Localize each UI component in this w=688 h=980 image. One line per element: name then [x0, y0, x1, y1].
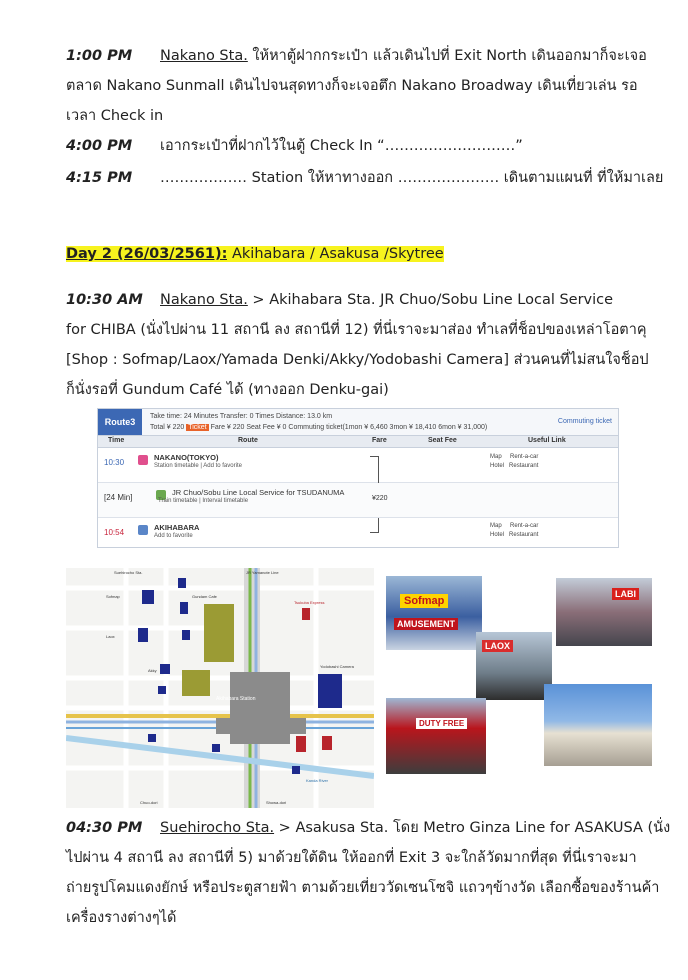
- train-line[interactable]: JR Chuo/Sobu Line Local Service for TSUDANUMA: [172, 488, 345, 497]
- hotel-link[interactable]: Hotel: [490, 532, 505, 538]
- map-yodobashi-label: Yodobashi Camera: [320, 664, 354, 669]
- route-table: [97, 408, 619, 548]
- commuting-ticket-link[interactable]: Commuting ticket: [557, 418, 612, 425]
- itinerary-line-10: [66, 818, 670, 838]
- sofmap-photo: [386, 576, 482, 650]
- time-label: 1:00 PM: [66, 48, 133, 64]
- map-tsukuba-label: Tsukuba Express: [294, 600, 325, 605]
- day-places: Akihabara / Asakusa /Skytree: [227, 246, 444, 262]
- station-links[interactable]: Add to favorite: [154, 533, 193, 539]
- itinerary-line-1: [66, 46, 647, 66]
- col-route: Route: [238, 437, 258, 444]
- itinerary-line-2: ตลาด Nakano Sunmall เดินไปจนสุดทางก็จะเจอตึก Nakano Broadway เดินเที่ยวเล่น รอ: [66, 78, 638, 94]
- itinerary-line-8: [Shop : Sofmap/Laox/Yamada Denki/Akky/Yodobashi Camera] ส่วนคนที่ไม่สนใจช็อป: [66, 352, 649, 368]
- map-jr-label: JR Yamanote Line: [246, 570, 279, 575]
- train-links[interactable]: Train timetable | Interval timetable: [158, 498, 249, 504]
- itinerary-line-12: ถ่ายรูปโคมแดงยักษ์ หรือประตูสายฟ้า ตามด้วยเที่ยววัดเซนโซจิ แถวๆข้างวัด เลือกซื้อของร้านค้า: [66, 880, 660, 896]
- itinerary-line-7: for CHIBA (นั่งไปผ่าน 11 สถานี ลง สถานีที่ 12) ที่นี่เราจะมาส่อง ทำเลที่ช็อปของเหล่าโอตาคุ: [66, 322, 647, 338]
- station-name: Suehirocho Sta.: [160, 820, 275, 836]
- col-seat-fee: Seat Fee: [428, 437, 457, 444]
- day-heading: [66, 244, 444, 264]
- itinerary-line-13: เครื่องรางต่างๆได้: [66, 910, 177, 926]
- duty-free-photo: [386, 698, 486, 774]
- map-station-label: Akihabara Station: [216, 696, 256, 702]
- route-summary: Take time: 24 Minutes Transfer: 0 Times Distance: 13.0 km: [150, 413, 333, 420]
- route-row-arrival: [98, 518, 618, 546]
- itinerary-line-3: เวลา Check in: [66, 108, 164, 124]
- time-label: 04:30 PM: [66, 820, 143, 836]
- departure-time: 10:30: [104, 458, 125, 467]
- rent-a-car-link[interactable]: Rent-a-car: [510, 523, 539, 529]
- itinerary-line-5: [66, 168, 663, 188]
- arrival-time: 10:54: [104, 528, 125, 537]
- route-row-train: [98, 483, 618, 518]
- station-name: Nakano Sta.: [160, 292, 248, 308]
- building-photo: [544, 684, 652, 766]
- day-label: Day 2 (26/03/2561):: [66, 246, 228, 262]
- itinerary-line-4: [66, 136, 523, 156]
- route-tab[interactable]: Route3: [98, 409, 142, 435]
- restaurant-link[interactable]: Restaurant: [509, 463, 539, 469]
- fare-bracket: [370, 456, 379, 483]
- line-text: > Akihabara Sta. JR Chuo/Sobu Line Local Service: [247, 292, 614, 308]
- itinerary-line-9: ก็นั่งรอที่ Gundum Café ได้ (ทางออก Denku-gai): [66, 382, 389, 398]
- fare-detail: Fare ¥ 220 Seat Fee ¥ 0 Commuting ticket(1mon ¥ 6,460 3mon ¥ 18,410 6mon ¥ 31,000): [208, 424, 488, 431]
- restaurant-link[interactable]: Restaurant: [509, 532, 539, 538]
- arrival-station[interactable]: AKIHABARA: [154, 523, 200, 532]
- train-fare: ¥220: [372, 495, 388, 502]
- sofmap-sign: Sofmap: [400, 594, 448, 608]
- map-chuo-label: Chuo-dori: [140, 800, 158, 805]
- map-showa-label: Showa-dori: [266, 800, 287, 805]
- route-row-departure: [98, 448, 618, 483]
- time-label: 10:30 AM: [66, 292, 143, 308]
- departure-station[interactable]: NAKANO(TOKYO): [154, 453, 219, 462]
- route-header: [98, 409, 618, 436]
- station-links[interactable]: Station timetable | Add to favorite: [154, 463, 242, 469]
- col-useful-link: Useful Link: [528, 437, 566, 444]
- map-link[interactable]: Map: [490, 454, 502, 460]
- ticket-badge: Ticket: [188, 424, 207, 431]
- col-time: Time: [108, 437, 125, 444]
- col-fare: Fare: [372, 437, 387, 444]
- total-fare: Total ¥ 220: [150, 424, 187, 431]
- line-text: เอากระเป๋าที่ฝากไว้ในตู้ Check In “………………………”: [160, 138, 523, 154]
- time-label: 4:00 PM: [66, 138, 133, 154]
- route-column-headers: [98, 436, 618, 448]
- map-suehirocho-label: Suehirocho Sta.: [114, 570, 143, 575]
- line-text: > Asakusa Sta. โดย Metro Ginza Line for ASAKUSA (นั่ง: [274, 820, 671, 836]
- line-text: ……………… Station ให้หาทางออก ………………… เดินตามแผนที่ ที่ให้มาเลย: [160, 170, 664, 186]
- station-icon: [138, 525, 148, 535]
- hotel-link[interactable]: Hotel: [490, 463, 505, 469]
- labi-photo: [556, 578, 652, 646]
- travel-duration: [24 Min]: [104, 493, 133, 502]
- duty-free-sign: DUTY FREE: [416, 718, 467, 729]
- station-icon: [138, 455, 148, 465]
- fare-bracket: [370, 518, 379, 533]
- useful-links: [490, 522, 538, 540]
- laox-photo: [476, 632, 552, 700]
- station-name: Nakano Sta.: [160, 48, 248, 64]
- rent-a-car-link[interactable]: Rent-a-car: [510, 454, 539, 460]
- map-link[interactable]: Map: [490, 523, 502, 529]
- map-akky-label: Akky: [148, 668, 157, 673]
- labi-sign: LABI: [612, 588, 639, 600]
- laox-sign: LAOX: [482, 640, 513, 652]
- map-graphic: [66, 568, 374, 808]
- time-label: 4:15 PM: [66, 170, 133, 186]
- map-gundam-label: Gundam Cafe: [192, 594, 217, 599]
- map-kanda-label: Kanda River: [306, 778, 329, 783]
- map-sofmap-label: Sofmap: [106, 594, 120, 599]
- amusement-sign: AMUSEMENT: [394, 618, 458, 630]
- map-laox-label: Laox: [106, 634, 115, 639]
- itinerary-line-6: [66, 290, 613, 310]
- akihabara-map: [66, 568, 374, 808]
- useful-links: [490, 453, 538, 471]
- line-text: ให้หาตู้ฝากกระเป๋า แล้วเดินไปที่ Exit North เดินออกมาก็จะเจอ: [247, 48, 647, 64]
- route-fare-summary: [150, 424, 487, 431]
- itinerary-line-11: ไปผ่าน 4 สถานี ลง สถานีที่ 5) มาด้วยใต้ดิน ให้ออกที่ Exit 3 จะใกล้วัดมากที่สุด ที่นี่เราจะมา: [66, 850, 637, 866]
